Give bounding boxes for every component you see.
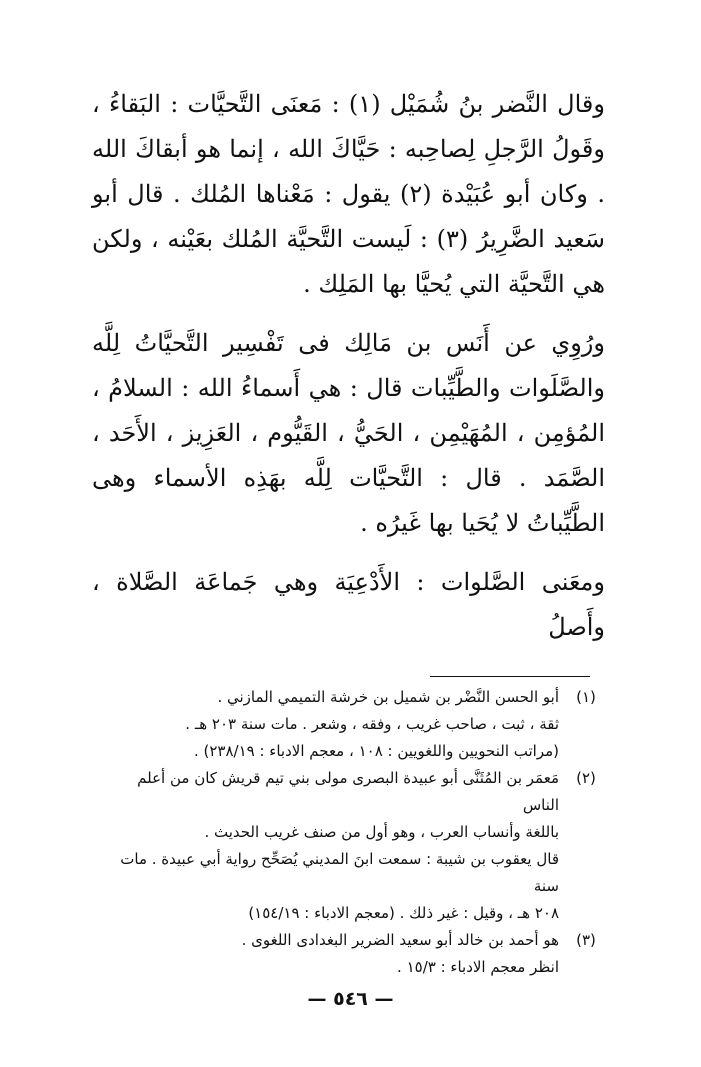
footnote-line: مَعمَر بن المُثَنَّى أبو عبيدة البصرى مولى بني تيم قريش كان من أعلم الناس (137, 769, 559, 814)
footnote-line: قال يعقوب بن شيبة : سمعت ابنَ المديني يُصَحِّح رواية أبي عبيدة . مات سنة (120, 850, 559, 895)
footnote-text (98, 684, 559, 765)
page-number: — ٥٤٦ — (307, 988, 394, 1010)
footnote-2 (98, 765, 613, 927)
footnotes (98, 684, 613, 981)
footnote-number: (٣) (576, 931, 596, 949)
footnote-line: انظر معجم الادباء : ١٥/٣ . (397, 958, 559, 976)
footnote-line: باللغة وأنساب العرب ، وهو أول من صنف غريب الحديث . (204, 823, 559, 841)
main-text (92, 82, 605, 650)
footnote-number: (١) (576, 688, 596, 706)
footnote-line: أبو الحسن النَّضْر بن شميل بن خرشة التميمي المازني . (217, 688, 559, 706)
footnote-number: (٢) (576, 769, 596, 787)
footnote-text (98, 765, 559, 927)
paragraph: ورُوِي عن أَنَس بن مَالِك فى تَفْسِير التَّحيَّاتُ لِلَّه والصَّلَوات والطَّيِّبات قال : هي أَسماءُ الله : السلامُ ، المُؤمِن ، المُهَيْمِن ، الحَيُّ ، القَيُّوم ، العَزِيز ، الأَحَد ، الصَّمَد . قال : التَّحيَّات لِلَّه بهَذِه الأسماء وهى الطَّيِّباتُ لا يُحَيا بها غَيرُه . (92, 329, 605, 537)
footnote-line: ٢٠٨ هـ ، وقيل : غير ذلك . (معجم الادباء : ١٥٤/١٩) (248, 904, 559, 922)
footnote-3 (98, 927, 613, 981)
footnote-line: (مراتب النحويين واللغويين : ١٠٨ ، معجم الادباء : ٢٣٨/١٩) . (193, 742, 559, 760)
footnote-1 (98, 684, 613, 765)
paragraph: وقال النَّضر بنُ شُمَيْل (١) : مَعنَى التَّحيَّات : البَقاءُ ، وقَولُ الرَّجلِ لِصاحِبه : حَيَّاكَ الله ، إنما هو أبقاكَ الله . وكان أبو عُبَيْدة (٢) يقول : مَعْناها المُلك . قال أبو سَعيد الضَّرِيرُ (٣) : لَيست التَّحيَّة المُلك بعَيْنه ، ولكن هي التَّحيَّة التي يُحيَّا بها المَلِك . (92, 90, 606, 298)
footnote-line: ثقة ، ثبت ، صاحب غريب ، وفقه ، وشعر . مات سنة ٢٠٣ هـ . (185, 715, 559, 733)
footnote-line: هو أحمد بن خالد أبو سعيد الضرير البغدادى اللغوى . (241, 931, 559, 949)
footnote-separator (430, 676, 590, 677)
paragraph: ومعَنى الصَّلوات : الأَدْعِيَة وهي جَماعَة الصَّلاة ، وأَصلُ (92, 568, 605, 641)
footnote-text (98, 927, 559, 981)
